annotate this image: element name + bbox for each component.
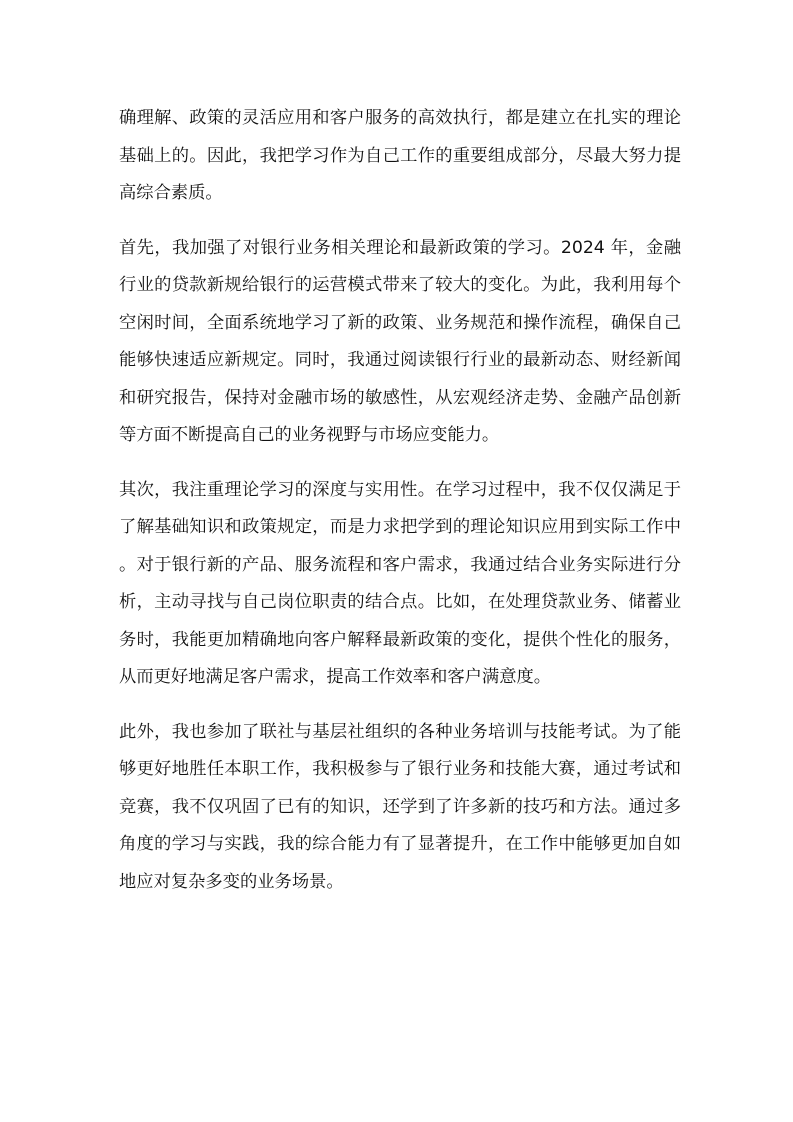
paragraph-1: 确理解、政策的灵活应用和客户服务的高效执行，都是建立在扎实的理论基础上的。因此，我把学习作为自己工作的重要组成部分，尽最大努力提高综合素质。 <box>119 108 681 203</box>
paragraph-2: 首先，我加强了对银行业务相关理论和最新政策的学习。2024 年，金融行业的贷款新规给银行的运营模式带来了较大的变化。为此，我利用每个空闲时间，全面系统地学习了新的政策、业务规范和操作流程，确保自己能够快速适应新规定。同时，我通过阅读银行行业的最新动态、财经新闻和研究报告，保持对金融市场的敏感性，从宏观经济走势、金融产品创新等方面不断提高自己的业务视野与市场应变能力。 <box>119 237 681 445</box>
document-body <box>119 100 681 918</box>
paragraph-3: 其次，我注重理论学习的深度与实用性。在学习过程中，我不仅仅满足于了解基础知识和政策规定，而是力求把学到的理论知识应用到实际工作中。对于银行新的产品、服务流程和客户需求，我通过结合业务实际进行分析，主动寻找与自己岗位职责的结合点。比如，在处理贷款业务、储蓄业务时，我能更加精确地向客户解释最新政策的变化，提供个性化的服务，从而更好地满足客户需求，提高工作效率和客户满意度。 <box>119 479 681 687</box>
paragraph-4: 此外，我也参加了联社与基层社组织的各种业务培训与技能考试。为了能够更好地胜任本职工作，我积极参与了银行业务和技能大赛，通过考试和竞赛，我不仅巩固了已有的知识，还学到了许多新的技巧和方法。通过多角度的学习与实践，我的综合能力有了显著提升，在工作中能够更加自如地应对复杂多变的业务场景。 <box>119 721 681 892</box>
